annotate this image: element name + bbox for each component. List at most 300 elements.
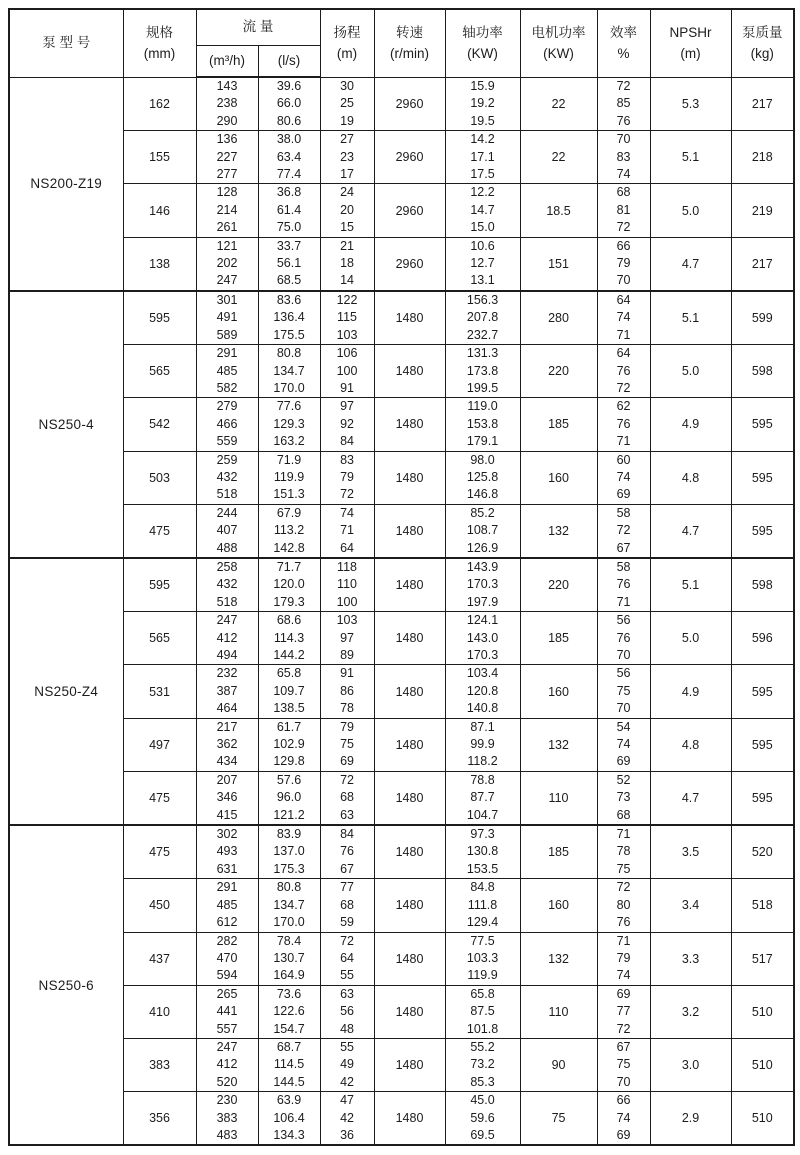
value-line: 179.1: [466, 434, 499, 449]
flow-ls-cell: [258, 1038, 320, 1091]
flow-ls-cell: [258, 291, 320, 345]
value-line: 441: [216, 1004, 238, 1019]
value-line: 131.3: [466, 346, 499, 361]
flow-m3h-cell: [196, 237, 258, 291]
table-row: [9, 665, 794, 718]
header-flow: [196, 9, 320, 45]
value-line: 24: [340, 185, 354, 200]
table-row: [9, 985, 794, 1038]
head-cell: [320, 184, 374, 237]
value-line: 55.2: [470, 1039, 495, 1054]
table-row: [9, 184, 794, 237]
speed-cell: 1480: [374, 398, 445, 451]
value-line: 170.0: [273, 380, 305, 395]
value-line: 115: [337, 310, 357, 325]
value-line: 120.0: [273, 577, 305, 592]
flow-ls-cell: [258, 771, 320, 825]
value-line: 66.0: [276, 96, 302, 111]
value-line: 412: [216, 630, 238, 645]
motor-power-cell: 90: [520, 1038, 597, 1091]
value-line: 470: [216, 950, 238, 965]
head-cell: [320, 398, 374, 451]
value-line: 68: [340, 897, 354, 912]
npshr-cell: 4.7: [650, 237, 731, 291]
value-line: 68.5: [276, 273, 302, 288]
value-line: 466: [216, 416, 238, 431]
value-line: 557: [216, 1021, 238, 1036]
value-line: 103: [336, 613, 358, 628]
value-line: 64: [340, 540, 354, 555]
value-line: 71.7: [276, 559, 302, 574]
value-line: 137.0: [273, 844, 305, 859]
motor-power-cell: 280: [520, 291, 597, 345]
header-pump-model: [9, 9, 123, 77]
value-line: 179.3: [273, 594, 305, 609]
efficiency-cell: [597, 237, 650, 291]
head-cell: [320, 1092, 374, 1146]
value-line: 69: [616, 487, 631, 502]
value-line: 77: [340, 880, 354, 895]
value-line: 97.3: [470, 827, 495, 842]
value-line: 142.8: [273, 540, 305, 555]
value-line: 129.8: [273, 754, 305, 769]
npshr-cell: 4.9: [650, 398, 731, 451]
value-line: 42: [340, 1074, 354, 1089]
value-line: 61.7: [276, 719, 302, 734]
value-line: 85.3: [470, 1074, 495, 1089]
value-line: 96.0: [276, 790, 302, 805]
header-npshr-label: NPSHr: [669, 25, 712, 41]
value-line: 20: [340, 202, 354, 217]
value-line: 17: [340, 167, 354, 182]
value-line: 301: [216, 292, 238, 307]
npshr-cell: 5.0: [650, 612, 731, 665]
flow-ls-cell: [258, 451, 320, 504]
spec-cell: 475: [123, 771, 196, 825]
efficiency-cell: [597, 985, 650, 1038]
value-line: 71.9: [276, 452, 302, 467]
npshr-cell: 4.9: [650, 665, 731, 718]
value-line: 415: [216, 807, 238, 822]
motor-power-cell: 160: [520, 665, 597, 718]
header-speed-unit: (r/min): [390, 46, 430, 62]
value-line: 143: [216, 79, 238, 93]
value-line: 68.7: [276, 1039, 302, 1054]
value-line: 518: [216, 487, 238, 502]
value-line: 434: [216, 754, 238, 769]
value-line: 30: [340, 78, 354, 93]
value-line: 134.7: [273, 363, 305, 378]
speed-cell: 2960: [374, 77, 445, 131]
speed-cell: 1480: [374, 665, 445, 718]
value-line: 64: [616, 292, 631, 307]
value-line: 63.9: [276, 1093, 302, 1108]
value-line: 69.5: [470, 1127, 495, 1142]
value-line: 78.4: [276, 933, 302, 948]
flow-ls-cell: [258, 612, 320, 665]
shaft-power-cell: [445, 77, 520, 131]
value-line: 91: [340, 666, 354, 681]
table-row: [9, 504, 794, 558]
value-line: 70: [616, 648, 631, 662]
shaft-power-cell: [445, 932, 520, 985]
value-line: 238: [216, 96, 238, 111]
speed-cell: 2960: [374, 237, 445, 291]
value-line: 77.4: [276, 167, 302, 182]
value-line: 58: [616, 505, 631, 520]
mass-cell: 518: [731, 879, 794, 932]
value-line: 83: [340, 452, 354, 467]
value-line: 77: [616, 1004, 631, 1019]
pump-model-cell: NS250-4: [9, 291, 123, 558]
motor-power-cell: 160: [520, 451, 597, 504]
value-line: 52: [616, 772, 631, 787]
value-line: 582: [216, 380, 238, 395]
table-row: [9, 879, 794, 932]
value-line: 130.7: [273, 950, 305, 965]
table-body: [9, 77, 794, 1145]
spec-cell: 162: [123, 77, 196, 131]
mass-cell: 510: [731, 985, 794, 1038]
npshr-cell: 4.7: [650, 771, 731, 825]
value-line: 119.9: [273, 469, 305, 484]
value-line: 151.3: [273, 487, 305, 502]
value-line: 207.8: [466, 310, 499, 325]
value-line: 170.3: [466, 577, 499, 592]
motor-power-cell: 185: [520, 825, 597, 879]
value-line: 70: [616, 273, 631, 288]
flow-m3h-cell: [196, 451, 258, 504]
header-pump-model-label: 泵 型 号: [42, 35, 91, 51]
npshr-cell: 5.0: [650, 184, 731, 237]
npshr-cell: 3.4: [650, 879, 731, 932]
value-line: 104.7: [466, 807, 499, 822]
value-line: 485: [216, 897, 238, 912]
value-line: 75: [340, 737, 354, 752]
efficiency-cell: [597, 291, 650, 345]
value-line: 12.2: [470, 185, 495, 200]
header-head: [320, 9, 374, 77]
speed-cell: 1480: [374, 291, 445, 345]
value-line: 77.6: [276, 399, 302, 414]
mass-cell: 510: [731, 1038, 794, 1091]
motor-power-cell: 22: [520, 77, 597, 131]
mass-cell: 595: [731, 504, 794, 558]
value-line: 170.3: [466, 648, 499, 662]
npshr-cell: 5.1: [650, 131, 731, 184]
shaft-power-cell: [445, 504, 520, 558]
npshr-cell: 5.1: [650, 558, 731, 612]
spec-cell: 497: [123, 718, 196, 771]
value-line: 83.9: [276, 827, 302, 842]
header-efficiency-label: 效率: [610, 25, 638, 41]
value-line: 57.6: [276, 772, 302, 787]
speed-cell: 2960: [374, 184, 445, 237]
value-line: 277: [216, 167, 238, 182]
mass-cell: 219: [731, 184, 794, 237]
shaft-power-cell: [445, 291, 520, 345]
value-line: 164.9: [273, 968, 305, 983]
shaft-power-cell: [445, 879, 520, 932]
spec-cell: 383: [123, 1038, 196, 1091]
efficiency-cell: [597, 398, 650, 451]
value-line: 78: [616, 844, 631, 859]
value-line: 56.1: [276, 256, 302, 271]
value-line: 136: [216, 132, 238, 147]
value-line: 72: [616, 523, 631, 538]
efficiency-cell: [597, 558, 650, 612]
motor-power-cell: 22: [520, 131, 597, 184]
value-line: 84: [340, 434, 354, 449]
efficiency-cell: [597, 345, 650, 398]
value-line: 72: [616, 78, 631, 93]
head-cell: [320, 291, 374, 345]
motor-power-cell: 151: [520, 237, 597, 291]
npshr-cell: 3.5: [650, 825, 731, 879]
value-line: 74: [616, 310, 631, 325]
value-line: 118: [337, 559, 357, 574]
head-cell: [320, 345, 374, 398]
mass-cell: 599: [731, 291, 794, 345]
efficiency-cell: [597, 932, 650, 985]
value-line: 72: [616, 220, 631, 235]
flow-ls-cell: [258, 932, 320, 985]
head-cell: [320, 504, 374, 558]
value-line: 19: [340, 113, 354, 128]
value-line: 21: [340, 238, 354, 253]
value-line: 79: [616, 256, 631, 271]
value-line: 291: [216, 346, 238, 361]
value-line: 74: [616, 1110, 631, 1125]
efficiency-cell: [597, 1092, 650, 1146]
value-line: 65.8: [470, 986, 495, 1001]
spec-cell: 595: [123, 291, 196, 345]
value-line: 69: [616, 986, 631, 1001]
pump-spec-table: [8, 8, 795, 1146]
value-line: 23: [340, 149, 354, 164]
value-line: 247: [216, 613, 238, 628]
value-line: 63: [340, 986, 354, 1001]
shaft-power-cell: [445, 398, 520, 451]
value-line: 134.3: [273, 1127, 305, 1142]
value-line: 76: [616, 915, 631, 930]
value-line: 73.6: [276, 986, 302, 1001]
value-line: 69: [616, 1127, 631, 1142]
spec-cell: 356: [123, 1092, 196, 1146]
value-line: 144.5: [273, 1074, 305, 1089]
spec-cell: 138: [123, 237, 196, 291]
value-line: 130.8: [466, 844, 499, 859]
mass-cell: 595: [731, 451, 794, 504]
mass-cell: 595: [731, 665, 794, 718]
flow-m3h-cell: [196, 345, 258, 398]
table-row: [9, 718, 794, 771]
flow-ls-cell: [258, 825, 320, 879]
mass-cell: 217: [731, 237, 794, 291]
mass-cell: 598: [731, 558, 794, 612]
value-line: 87.5: [470, 1004, 495, 1019]
value-line: 122.6: [273, 1004, 305, 1019]
header-flow-label: 流 量: [242, 19, 274, 35]
value-line: 78.8: [470, 772, 495, 787]
value-line: 110: [337, 577, 357, 592]
value-line: 84.8: [470, 880, 495, 895]
value-line: 27: [340, 132, 354, 147]
value-line: 114.5: [273, 1057, 305, 1072]
value-line: 232.7: [466, 327, 499, 342]
head-cell: [320, 612, 374, 665]
value-line: 55: [340, 968, 354, 983]
npshr-cell: 2.9: [650, 1092, 731, 1146]
header-shaft-power-label: 轴功率: [462, 25, 503, 41]
value-line: 100: [336, 363, 358, 378]
value-line: 10.6: [470, 238, 495, 253]
value-line: 80.8: [276, 880, 302, 895]
value-line: 70: [616, 701, 631, 716]
value-line: 77.5: [470, 933, 495, 948]
value-line: 103.4: [466, 666, 499, 681]
flow-ls-cell: [258, 879, 320, 932]
value-line: 45.0: [470, 1093, 495, 1108]
mass-cell: 520: [731, 825, 794, 879]
mass-cell: 596: [731, 612, 794, 665]
mass-cell: 217: [731, 77, 794, 131]
spec-cell: 437: [123, 932, 196, 985]
header-flow-m3h: [196, 45, 258, 77]
spec-cell: 595: [123, 558, 196, 612]
header-efficiency: [597, 9, 650, 77]
value-line: 76: [616, 416, 631, 431]
table-header: [9, 9, 794, 77]
value-line: 518: [216, 594, 238, 609]
npshr-cell: 5.3: [650, 77, 731, 131]
value-line: 74: [616, 469, 631, 484]
spec-cell: 475: [123, 825, 196, 879]
npshr-cell: 5.1: [650, 291, 731, 345]
value-line: 594: [216, 968, 238, 983]
motor-power-cell: 18.5: [520, 184, 597, 237]
shaft-power-cell: [445, 771, 520, 825]
shaft-power-cell: [445, 612, 520, 665]
flow-m3h-cell: [196, 504, 258, 558]
value-line: 290: [216, 113, 238, 128]
flow-m3h-cell: [196, 1092, 258, 1146]
npshr-cell: 4.8: [650, 718, 731, 771]
value-line: 101.8: [466, 1021, 499, 1036]
flow-ls-cell: [258, 665, 320, 718]
value-line: 125.8: [466, 469, 499, 484]
value-line: 119.9: [467, 968, 498, 983]
head-cell: [320, 932, 374, 985]
mass-cell: 218: [731, 131, 794, 184]
pump-model-cell: NS200-Z19: [9, 77, 123, 291]
head-cell: [320, 77, 374, 131]
value-line: 68: [340, 790, 354, 805]
flow-ls-cell: [258, 718, 320, 771]
spec-cell: 155: [123, 131, 196, 184]
header-flow-ls-unit: (l/s): [277, 52, 301, 68]
value-line: 143.9: [466, 559, 499, 574]
value-line: 146.8: [466, 487, 499, 502]
motor-power-cell: 132: [520, 932, 597, 985]
header-pump-mass-label: 泵质量: [742, 25, 783, 41]
value-line: 124.1: [466, 613, 499, 628]
motor-power-cell: 132: [520, 718, 597, 771]
value-line: 100: [336, 594, 358, 609]
efficiency-cell: [597, 451, 650, 504]
speed-cell: 1480: [374, 771, 445, 825]
value-line: 75: [616, 1057, 631, 1072]
value-line: 102.9: [273, 737, 305, 752]
value-line: 68: [616, 807, 631, 822]
spec-cell: 565: [123, 612, 196, 665]
flow-m3h-cell: [196, 131, 258, 184]
value-line: 72: [616, 880, 631, 895]
value-line: 79: [340, 469, 354, 484]
value-line: 85: [616, 96, 631, 111]
value-line: 265: [216, 986, 238, 1001]
value-line: 98.0: [470, 452, 495, 467]
value-line: 63: [340, 807, 354, 822]
head-cell: [320, 825, 374, 879]
mass-cell: 517: [731, 932, 794, 985]
motor-power-cell: 185: [520, 398, 597, 451]
value-line: 121.2: [273, 807, 305, 822]
value-line: 144.2: [273, 648, 305, 662]
value-line: 38.0: [276, 132, 302, 147]
value-line: 71: [616, 434, 631, 449]
shaft-power-cell: [445, 237, 520, 291]
value-line: 76: [616, 577, 631, 592]
value-line: 362: [216, 737, 238, 752]
spec-cell: 503: [123, 451, 196, 504]
value-line: 173.8: [466, 363, 499, 378]
value-line: 483: [216, 1127, 238, 1142]
value-line: 67: [616, 540, 631, 555]
value-line: 25: [340, 96, 354, 111]
value-line: 261: [216, 220, 238, 235]
value-line: 67: [340, 861, 354, 876]
value-line: 75: [616, 683, 631, 698]
value-line: 72: [616, 1021, 631, 1036]
value-line: 99.9: [470, 737, 495, 752]
flow-m3h-cell: [196, 771, 258, 825]
pump-model-cell: NS250-Z4: [9, 558, 123, 825]
table-row: [9, 825, 794, 879]
flow-m3h-cell: [196, 291, 258, 345]
value-line: 291: [216, 880, 238, 895]
value-line: 68.6: [276, 613, 302, 628]
value-line: 59: [340, 915, 354, 930]
speed-cell: 1480: [374, 879, 445, 932]
value-line: 83: [616, 149, 631, 164]
flow-ls-cell: [258, 77, 320, 131]
flow-m3h-cell: [196, 985, 258, 1038]
value-line: 494: [216, 648, 238, 662]
value-line: 113.2: [273, 523, 305, 538]
value-line: 232: [216, 666, 238, 681]
value-line: 15.0: [470, 220, 495, 235]
head-cell: [320, 451, 374, 504]
npshr-cell: 3.2: [650, 985, 731, 1038]
head-cell: [320, 665, 374, 718]
value-line: 109.7: [273, 683, 305, 698]
value-line: 18: [340, 256, 354, 271]
value-line: 129.3: [273, 416, 305, 431]
speed-cell: 1480: [374, 985, 445, 1038]
spec-cell: 146: [123, 184, 196, 237]
value-line: 12.7: [470, 256, 495, 271]
